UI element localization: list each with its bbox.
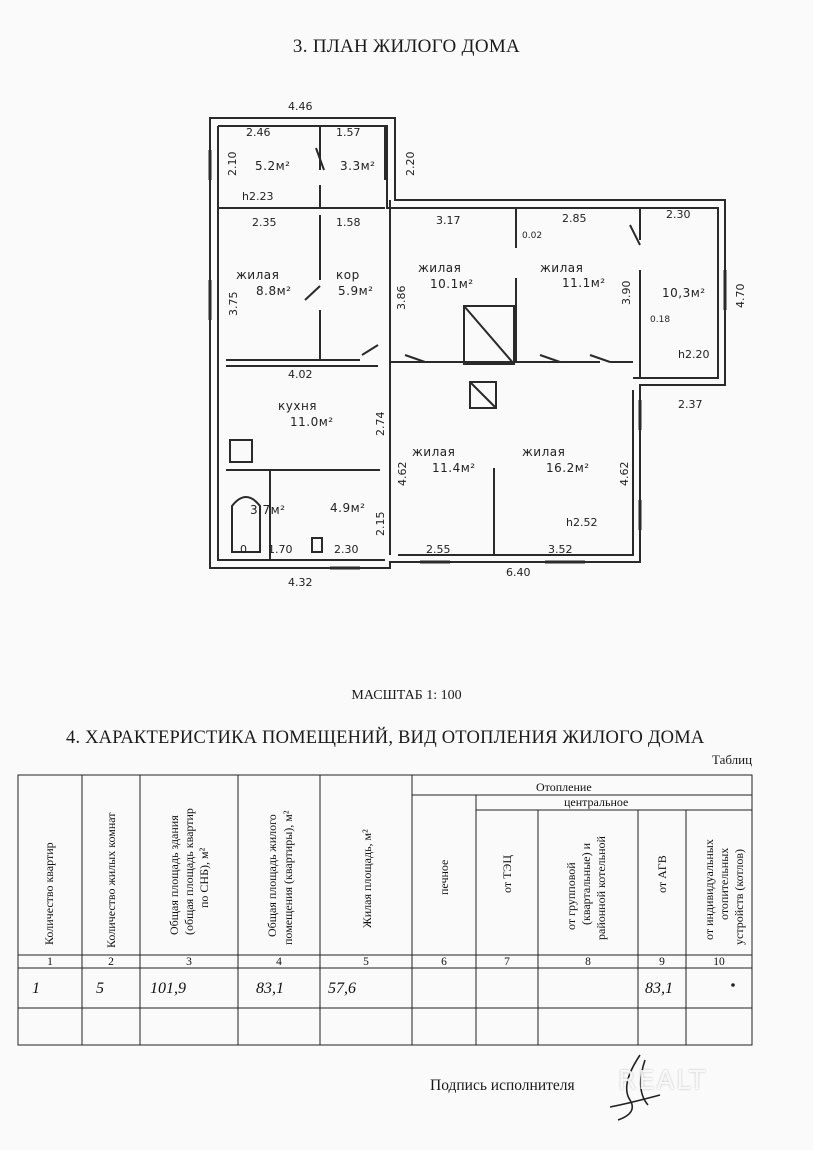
dim-2-37: 2.37 [678,398,703,411]
watermark: REALT [618,1066,708,1096]
dim-0: 0 [240,543,247,556]
dim-0-18: 0.18 [650,315,671,325]
room-label-living-1: жилая [236,268,280,282]
header-tec: от ТЭЦ [500,854,514,893]
dim-2-20: 2.20 [404,151,417,176]
room-area-3-3: 3.3м² [340,159,376,173]
header-central: центральное [564,795,629,809]
mark-dot [731,983,735,987]
room-area-3-7: 3.7м² [250,503,286,517]
value-agv: 83,1 [645,980,673,997]
room-label-living-4: жилая [412,445,456,459]
dim-2-30-bath: 2.30 [334,543,359,556]
section-4-title: 4. ХАРАКТЕРИСТИКА ПОМЕЩЕНИЙ, ВИД ОТОПЛЕНИЯ ЖИЛОГО ДОМА [66,728,705,748]
header-group-boiler-3: районной котельной [594,836,608,940]
header-living-premises-2: помещения (квартиры), м² [281,810,295,945]
col-number-8: 8 [585,956,591,968]
room-area-5-9: 5.9м² [338,284,374,298]
dim-2-15: 2.15 [374,511,387,536]
value-total-living-premises: 83,1 [256,980,284,997]
plan-title: 3. ПЛАН ЖИЛОГО ДОМА [292,36,521,57]
dim-4-02: 4.02 [288,368,313,381]
room-label-corridor: кор [336,268,360,282]
room-area-16-2: 16.2м² [546,461,590,475]
room-area-4-9: 4.9м² [330,501,366,515]
height-2-23: h2.23 [242,190,274,203]
dim-2-85: 2.85 [562,212,587,225]
col-number-1: 1 [47,956,53,968]
signature-label: Подпись исполнителя [430,1077,575,1094]
dim-6-40: 6.40 [506,566,531,579]
height-2-20: h2.20 [678,348,710,361]
room-area-10-3: 10,3м² [662,286,706,300]
dim-4-32: 4.32 [288,576,313,589]
header-total-area-1: Общая площадь здания [167,815,181,935]
dim-4-62-right: 4.62 [618,461,631,486]
room-label-living-2: жилая [418,261,462,275]
col-number-3: 3 [186,956,192,968]
room-label-living-3: жилая [540,261,584,275]
dim-1-58: 1.58 [336,216,361,229]
col-number-5: 5 [363,956,369,968]
value-rooms: 5 [96,980,104,997]
value-total-building: 101,9 [150,980,186,997]
header-group-boiler-2: (квартальные) и [579,842,593,925]
dim-3-17: 3.17 [436,214,461,227]
col-number-6: 6 [441,956,447,968]
col-number-2: 2 [108,956,114,968]
table-label: Таблиц [712,752,753,767]
dim-2-10: 2.10 [226,151,239,176]
dim-3-75: 3.75 [227,291,240,316]
dim-4-46: 4.46 [288,100,313,113]
value-apartments: 1 [32,980,40,997]
col-number-9: 9 [659,956,665,968]
header-agv: от АГВ [655,855,669,893]
header-individual-1: от индивидуальных [702,839,716,940]
dim-4-62-left: 4.62 [396,461,409,486]
room-area-8-8: 8.8м² [256,284,292,298]
room-area-5-2: 5.2м² [255,159,291,173]
dim-0-02: 0.02 [522,231,543,241]
plan-scale: МАСШТАБ 1: 100 [351,688,462,703]
header-living-premises-1: Общая площадь жилого [265,814,279,937]
dim-4-70: 4.70 [734,283,747,308]
height-2-52: h2.52 [566,516,598,529]
header-group-boiler-1: от групповой [564,862,578,930]
header-total-area-2: (общая площадь квартир [182,808,196,935]
dim-2-30: 2.30 [666,208,691,221]
header-stove: печное [437,859,451,895]
dim-1-70: 1.70 [268,543,293,556]
dim-2-35: 2.35 [252,216,277,229]
dim-2-55: 2.55 [426,543,451,556]
col-number-10: 10 [713,956,725,968]
dim-3-86: 3.86 [395,285,408,310]
header-individual-3: устройств (котлов) [732,848,746,945]
header-living-rooms: Количество жилых комнат [104,812,118,948]
dim-2-74: 2.74 [374,411,387,436]
dim-3-52: 3.52 [548,543,573,556]
dim-1-57: 1.57 [336,126,361,139]
room-area-11-0: 11.0м² [290,415,334,429]
room-area-11-4: 11.4м² [432,461,476,475]
dim-2-46: 2.46 [246,126,271,139]
header-apartments: Количество квартир [42,842,56,945]
col-number-7: 7 [504,956,510,968]
room-area-11-1: 11.1м² [562,276,606,290]
header-individual-2: отопительных [717,847,731,920]
room-label-living-5: жилая [522,445,566,459]
value-living-area: 57,6 [328,980,356,997]
col-number-4: 4 [276,956,282,968]
header-heating: Отопление [536,780,592,794]
header-living-area: Жилая площадь, м² [360,829,374,928]
room-label-kitchen: кухня [278,399,318,413]
dim-3-90: 3.90 [620,280,633,305]
room-area-10-1: 10.1м² [430,277,474,291]
header-total-area-3: по СНБ), м² [197,847,211,908]
